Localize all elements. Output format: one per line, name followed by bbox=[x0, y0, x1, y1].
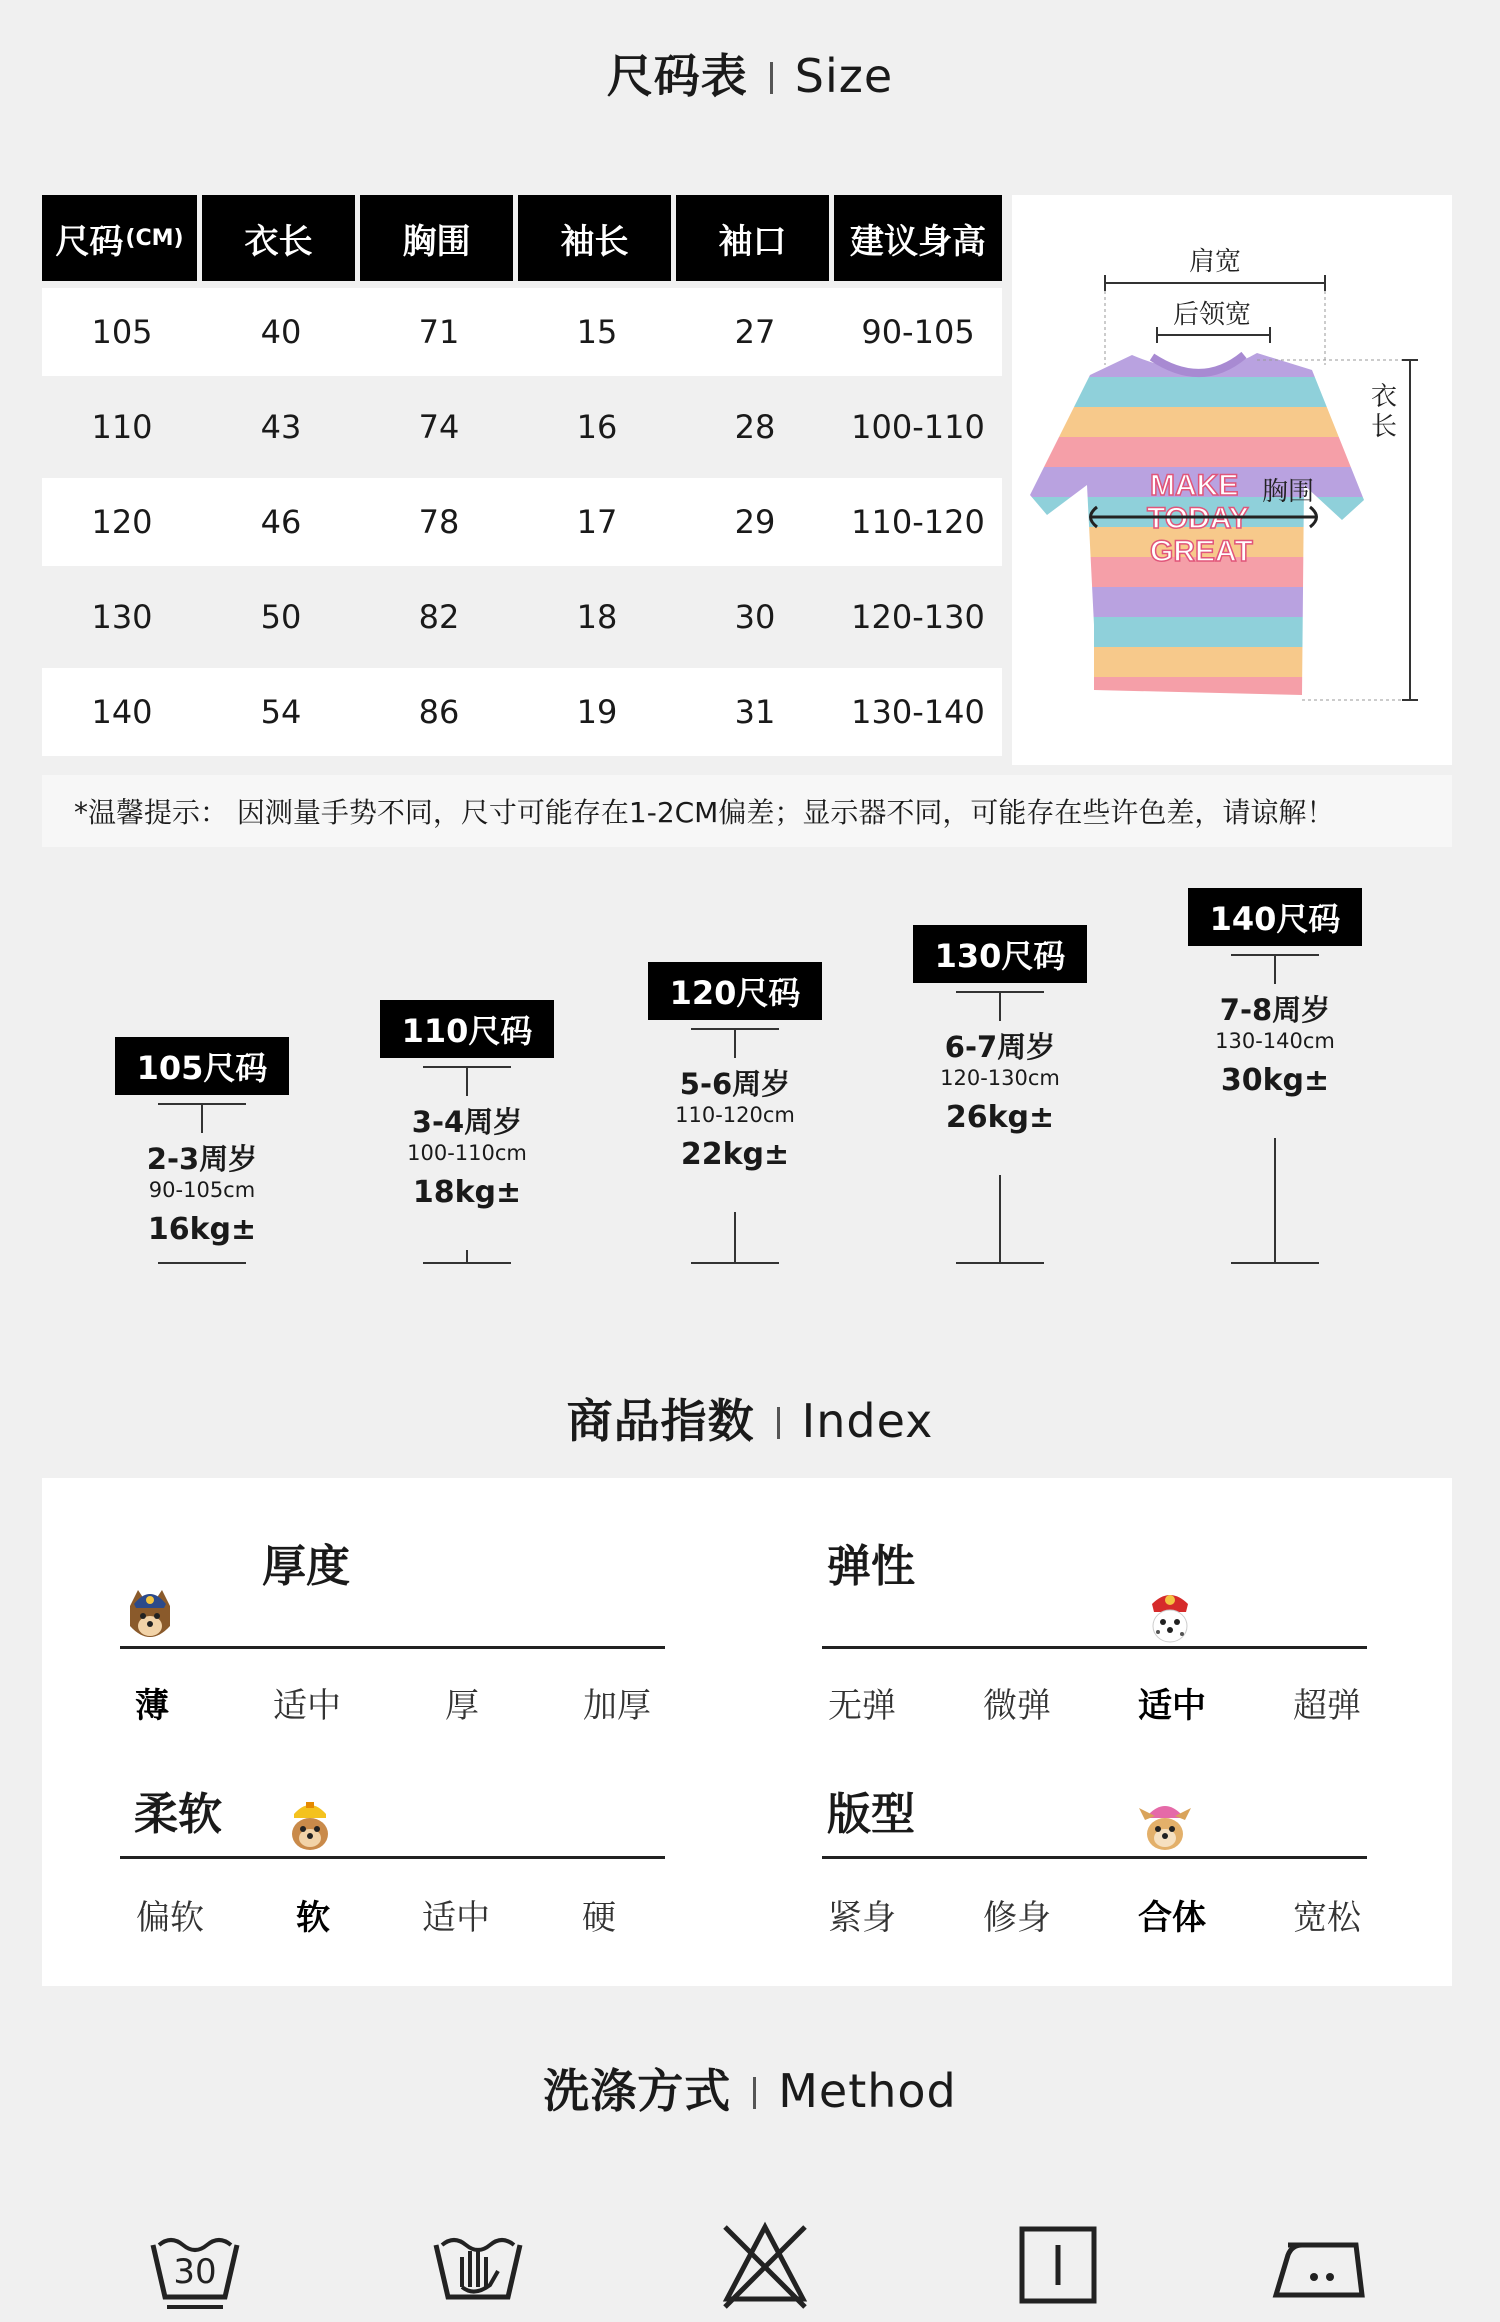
thickness-option: 加厚 bbox=[583, 1686, 651, 1726]
elasticity-option: 微弹 bbox=[983, 1686, 1051, 1726]
softness-option: 偏软 bbox=[136, 1898, 204, 1938]
size-section-title bbox=[0, 40, 1500, 106]
guide-stem bbox=[201, 1103, 203, 1133]
guide-stem bbox=[1274, 954, 1276, 984]
table-row bbox=[42, 573, 1002, 661]
thickness-scale-line bbox=[120, 1646, 665, 1649]
height-range: 100-110cm bbox=[407, 1141, 527, 1165]
table-cell: 105 bbox=[91, 313, 153, 351]
weight: 22kg± bbox=[680, 1137, 790, 1172]
table-cell: 31 bbox=[734, 693, 776, 731]
fit-title: 版型 bbox=[827, 1789, 915, 1840]
size-badge: 110尺码 bbox=[380, 1000, 555, 1058]
table-cell: 140 bbox=[91, 693, 153, 731]
size-table bbox=[42, 195, 1002, 756]
title-separator bbox=[770, 62, 773, 94]
shirt-print-3: GREAT bbox=[1150, 535, 1253, 568]
height-guide-item bbox=[377, 1000, 557, 1210]
elasticity-option: 无弹 bbox=[828, 1686, 896, 1726]
table-cell: 130 bbox=[91, 598, 153, 636]
marshall-pup-icon bbox=[1140, 1586, 1200, 1646]
softness-option: 适中 bbox=[422, 1898, 490, 1938]
height-range: 110-120cm bbox=[675, 1103, 795, 1127]
table-cell: 110 bbox=[91, 408, 153, 446]
size-title-en: Size bbox=[794, 49, 894, 103]
height-guide-item bbox=[1185, 888, 1365, 1098]
header-label: 尺码 bbox=[55, 221, 124, 262]
height-guide-item bbox=[645, 962, 825, 1172]
elasticity-option: 适中 bbox=[1138, 1686, 1206, 1726]
table-cell: 17 bbox=[576, 503, 618, 541]
size-title-cn: 尺码表 bbox=[606, 49, 748, 103]
wash-30-icon bbox=[145, 2215, 245, 2315]
height-range: 130-140cm bbox=[1215, 1029, 1335, 1053]
guide-bottom-tick bbox=[1231, 1262, 1319, 1264]
age-range: 3-4周岁 bbox=[411, 1105, 523, 1139]
title-separator bbox=[753, 2077, 756, 2109]
softness-option: 硬 bbox=[582, 1898, 616, 1938]
table-cell: 78 bbox=[418, 503, 460, 541]
weight: 26kg± bbox=[945, 1100, 1055, 1135]
index-section-title bbox=[0, 1385, 1500, 1451]
weight: 30kg± bbox=[1220, 1063, 1330, 1098]
label-back-neck: 后领宽 bbox=[1172, 300, 1252, 330]
no-bleach-icon bbox=[715, 2215, 815, 2315]
fit-option: 修身 bbox=[983, 1898, 1051, 1938]
table-cell: 30 bbox=[734, 598, 776, 636]
guide-bottom-tick bbox=[423, 1262, 511, 1264]
table-cell: 74 bbox=[418, 408, 460, 446]
table-row bbox=[42, 288, 1002, 376]
thickness-option: 适中 bbox=[273, 1686, 341, 1726]
header-chest: 胸围 bbox=[360, 195, 513, 281]
softness-scale-line bbox=[120, 1856, 665, 1859]
softness-option: 软 bbox=[296, 1898, 330, 1938]
guide-stem bbox=[466, 1066, 468, 1096]
index-title-cn: 商品指数 bbox=[566, 1394, 755, 1448]
fit-option: 紧身 bbox=[828, 1898, 896, 1938]
index-panel bbox=[42, 1478, 1452, 1986]
label-chest: 胸围 bbox=[1262, 477, 1315, 507]
age-range: 7-8周岁 bbox=[1219, 993, 1331, 1027]
guide-bottom-tick bbox=[691, 1262, 779, 1264]
label-shoulder: 肩宽 bbox=[1188, 247, 1242, 277]
table-cell: 90-105 bbox=[861, 313, 975, 351]
method-title-en: Method bbox=[778, 2064, 957, 2118]
label-length: 衣长 bbox=[1370, 382, 1398, 442]
table-cell: 40 bbox=[260, 313, 302, 351]
fit-option: 宽松 bbox=[1293, 1898, 1361, 1938]
header-sleeve: 袖长 bbox=[518, 195, 671, 281]
table-cell: 27 bbox=[734, 313, 776, 351]
thickness-option: 薄 bbox=[135, 1686, 169, 1726]
fit-scale-line bbox=[822, 1856, 1367, 1859]
table-cell: 29 bbox=[734, 503, 776, 541]
table-cell: 110-120 bbox=[851, 503, 985, 541]
header-height: 建议身高 bbox=[834, 195, 1002, 281]
table-row bbox=[42, 383, 1002, 471]
elasticity-scale-line bbox=[822, 1646, 1367, 1649]
height-range: 120-130cm bbox=[940, 1066, 1060, 1090]
table-cell: 19 bbox=[576, 693, 618, 731]
size-badge: 120尺码 bbox=[648, 962, 823, 1020]
table-cell: 130-140 bbox=[851, 693, 985, 731]
title-separator bbox=[777, 1407, 780, 1439]
shirt-print-2: TODAY bbox=[1147, 502, 1249, 535]
elasticity-title: 弹性 bbox=[827, 1541, 915, 1592]
height-range: 90-105cm bbox=[148, 1178, 256, 1202]
guide-stem-lower bbox=[999, 1175, 1001, 1262]
table-row bbox=[42, 668, 1002, 756]
guide-stem bbox=[999, 991, 1001, 1021]
size-badge: 130尺码 bbox=[913, 925, 1088, 983]
table-cell: 86 bbox=[418, 693, 460, 731]
table-cell: 120-130 bbox=[851, 598, 985, 636]
guide-bottom-tick bbox=[956, 1262, 1044, 1264]
header-unit: (CM) bbox=[125, 225, 184, 251]
fit-option: 合体 bbox=[1138, 1898, 1206, 1938]
height-guide-item bbox=[910, 925, 1090, 1135]
guide-stem-lower bbox=[734, 1212, 736, 1262]
table-cell: 18 bbox=[576, 598, 618, 636]
header-size bbox=[42, 195, 197, 281]
table-cell: 43 bbox=[260, 408, 302, 446]
header-cuff: 袖口 bbox=[676, 195, 829, 281]
table-cell: 16 bbox=[576, 408, 618, 446]
guide-stem-lower bbox=[466, 1250, 468, 1262]
size-table-body bbox=[42, 288, 1002, 756]
measurement-diagram bbox=[1012, 195, 1452, 765]
age-range: 5-6周岁 bbox=[679, 1067, 791, 1101]
chase-pup-icon bbox=[120, 1586, 180, 1646]
shirt-print-1: MAKE bbox=[1150, 469, 1239, 502]
table-cell: 50 bbox=[260, 598, 302, 636]
table-cell: 82 bbox=[418, 598, 460, 636]
hand-wash-icon bbox=[428, 2215, 528, 2315]
age-range: 6-7周岁 bbox=[944, 1030, 1056, 1064]
weight: 16kg± bbox=[147, 1212, 257, 1247]
tumble-dry-icon bbox=[1008, 2215, 1108, 2315]
softness-title: 柔软 bbox=[134, 1789, 222, 1840]
table-cell: 100-110 bbox=[851, 408, 985, 446]
tshirt-diagram bbox=[1012, 195, 1452, 765]
height-guide-item bbox=[112, 1037, 292, 1247]
thickness-option: 厚 bbox=[445, 1686, 479, 1726]
table-cell: 46 bbox=[260, 503, 302, 541]
thickness-title: 厚度 bbox=[262, 1541, 350, 1592]
table-row bbox=[42, 478, 1002, 566]
index-title-en: Index bbox=[801, 1394, 934, 1448]
size-badge: 140尺码 bbox=[1188, 888, 1363, 946]
iron-medium-icon bbox=[1268, 2215, 1368, 2315]
size-note: *温馨提示： 因测量手势不同，尺寸可能存在1-2CM偏差；显示器不同，可能存在些许色差，请谅解！ bbox=[42, 775, 1452, 847]
weight: 18kg± bbox=[412, 1175, 522, 1210]
guide-bottom-tick bbox=[158, 1262, 246, 1264]
method-section-title bbox=[0, 2055, 1500, 2121]
elasticity-option: 超弹 bbox=[1293, 1686, 1361, 1726]
rubble-pup-icon bbox=[280, 1794, 340, 1854]
guide-stem-lower bbox=[1274, 1138, 1276, 1262]
table-cell: 54 bbox=[260, 693, 302, 731]
table-cell: 28 bbox=[734, 408, 776, 446]
method-title-cn: 洗涤方式 bbox=[543, 2064, 732, 2118]
wash-temp: 30 bbox=[173, 2252, 217, 2292]
skye-pup-icon bbox=[1135, 1794, 1195, 1854]
table-cell: 120 bbox=[91, 503, 153, 541]
table-cell: 15 bbox=[576, 313, 618, 351]
header-length: 衣长 bbox=[202, 195, 355, 281]
guide-stem bbox=[734, 1028, 736, 1058]
table-cell: 71 bbox=[418, 313, 460, 351]
size-badge: 105尺码 bbox=[115, 1037, 290, 1095]
size-table-header bbox=[42, 195, 1002, 281]
age-range: 2-3周岁 bbox=[146, 1142, 258, 1176]
